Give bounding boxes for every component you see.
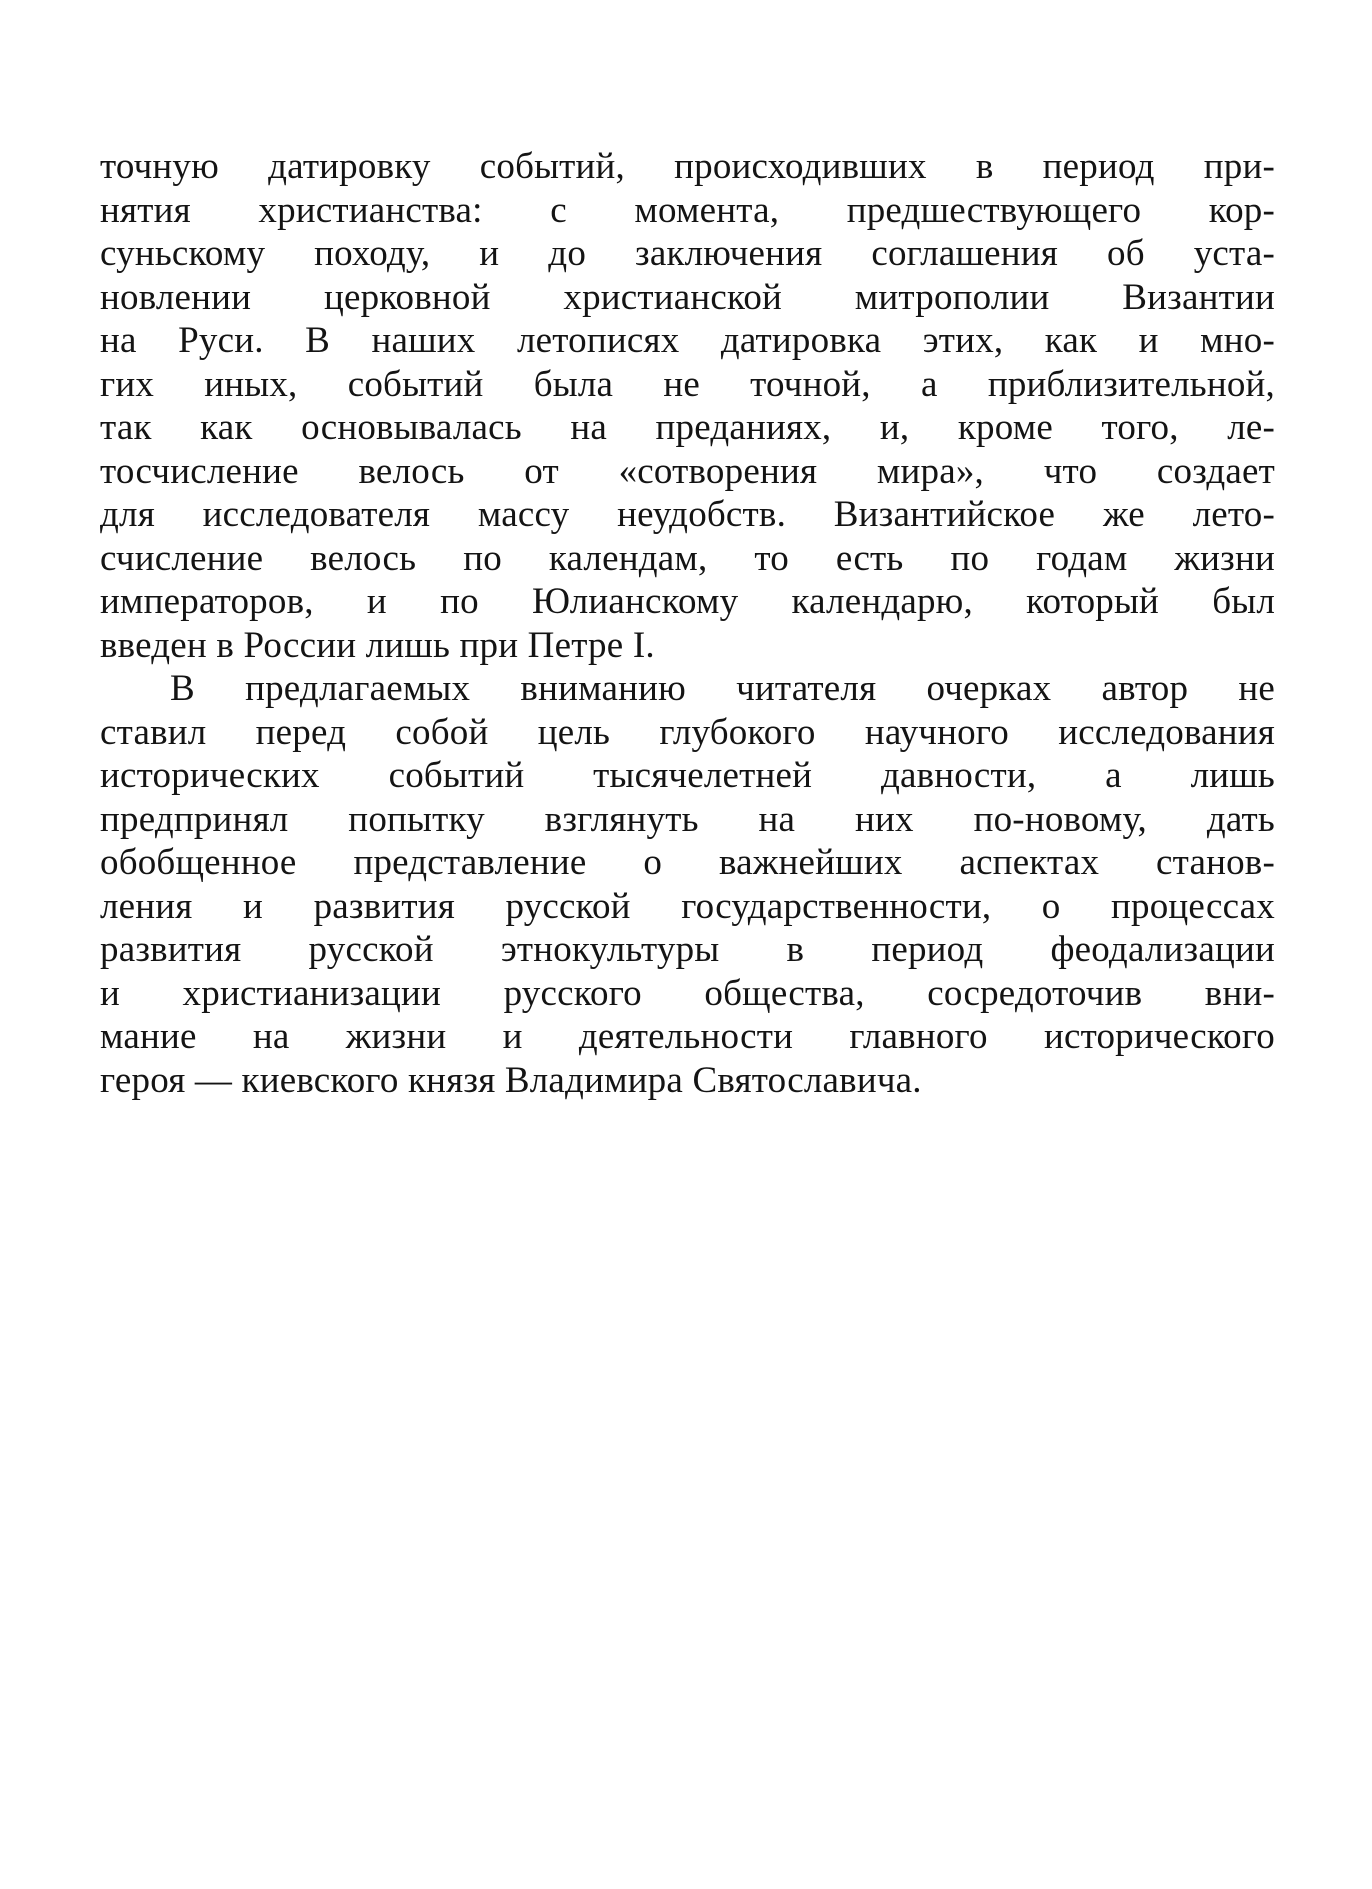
paragraph-line: нятия христианства: с момента, предшествующего кор- xyxy=(100,189,1275,231)
paragraph-line: для исследователя массу неудобств. Византийское же лето- xyxy=(100,494,1275,535)
paragraph-line: мание на жизни и деятельности главного исторического xyxy=(100,1016,1275,1057)
paragraph-line: счисление велось по календам, то есть по годам жизни xyxy=(100,537,1275,579)
paragraph-line: предпринял попытку взглянуть на них по-новому, дать xyxy=(100,798,1275,840)
paragraph-line: исторических событий тысячелетней давности, а лишь xyxy=(100,755,1275,796)
paragraph-line: ления и развития русской государственности, о процессах xyxy=(100,885,1275,927)
paragraph-line: императоров, и по Юлианскому календарю, который был xyxy=(100,581,1275,622)
paragraph-line: так как основывалась на преданиях, и, кроме того, ле- xyxy=(100,407,1275,448)
paragraph-line: точную датировку событий, происходивших в период при- xyxy=(100,146,1275,187)
paragraph-line: развития русской этнокультуры в период феодализации xyxy=(100,929,1275,970)
paragraph-line: гих иных, событий была не точной, а приблизительной, xyxy=(100,363,1275,405)
paragraph-line: введен в России лишь при Петре I. xyxy=(100,624,655,666)
paragraph-line: тосчисление велось от «сотворения мира», что создает xyxy=(100,450,1275,492)
body-text xyxy=(100,145,1275,1102)
paragraph-line: героя — киевского князя Владимира Святославича. xyxy=(100,1059,922,1101)
paragraph-line: ставил перед собой цель глубокого научного исследования xyxy=(100,711,1275,753)
paragraph-line: на Руси. В наших летописях датировка этих, как и мно- xyxy=(100,320,1275,361)
paragraph-line: суньскому походу, и до заключения соглашения об уста- xyxy=(100,233,1275,274)
paragraph-line: обобщенное представление о важнейших аспектах станов- xyxy=(100,842,1275,883)
paragraph-line: В предлагаемых вниманию читателя очерках автор не xyxy=(170,668,1275,709)
paragraph-line: и христианизации русского общества, сосредоточив вни- xyxy=(100,972,1275,1014)
paragraph-2 xyxy=(100,667,1275,1102)
paragraph-line: новлении церковной христианской митрополии Византии xyxy=(100,276,1275,318)
paragraph-1 xyxy=(100,145,1275,667)
